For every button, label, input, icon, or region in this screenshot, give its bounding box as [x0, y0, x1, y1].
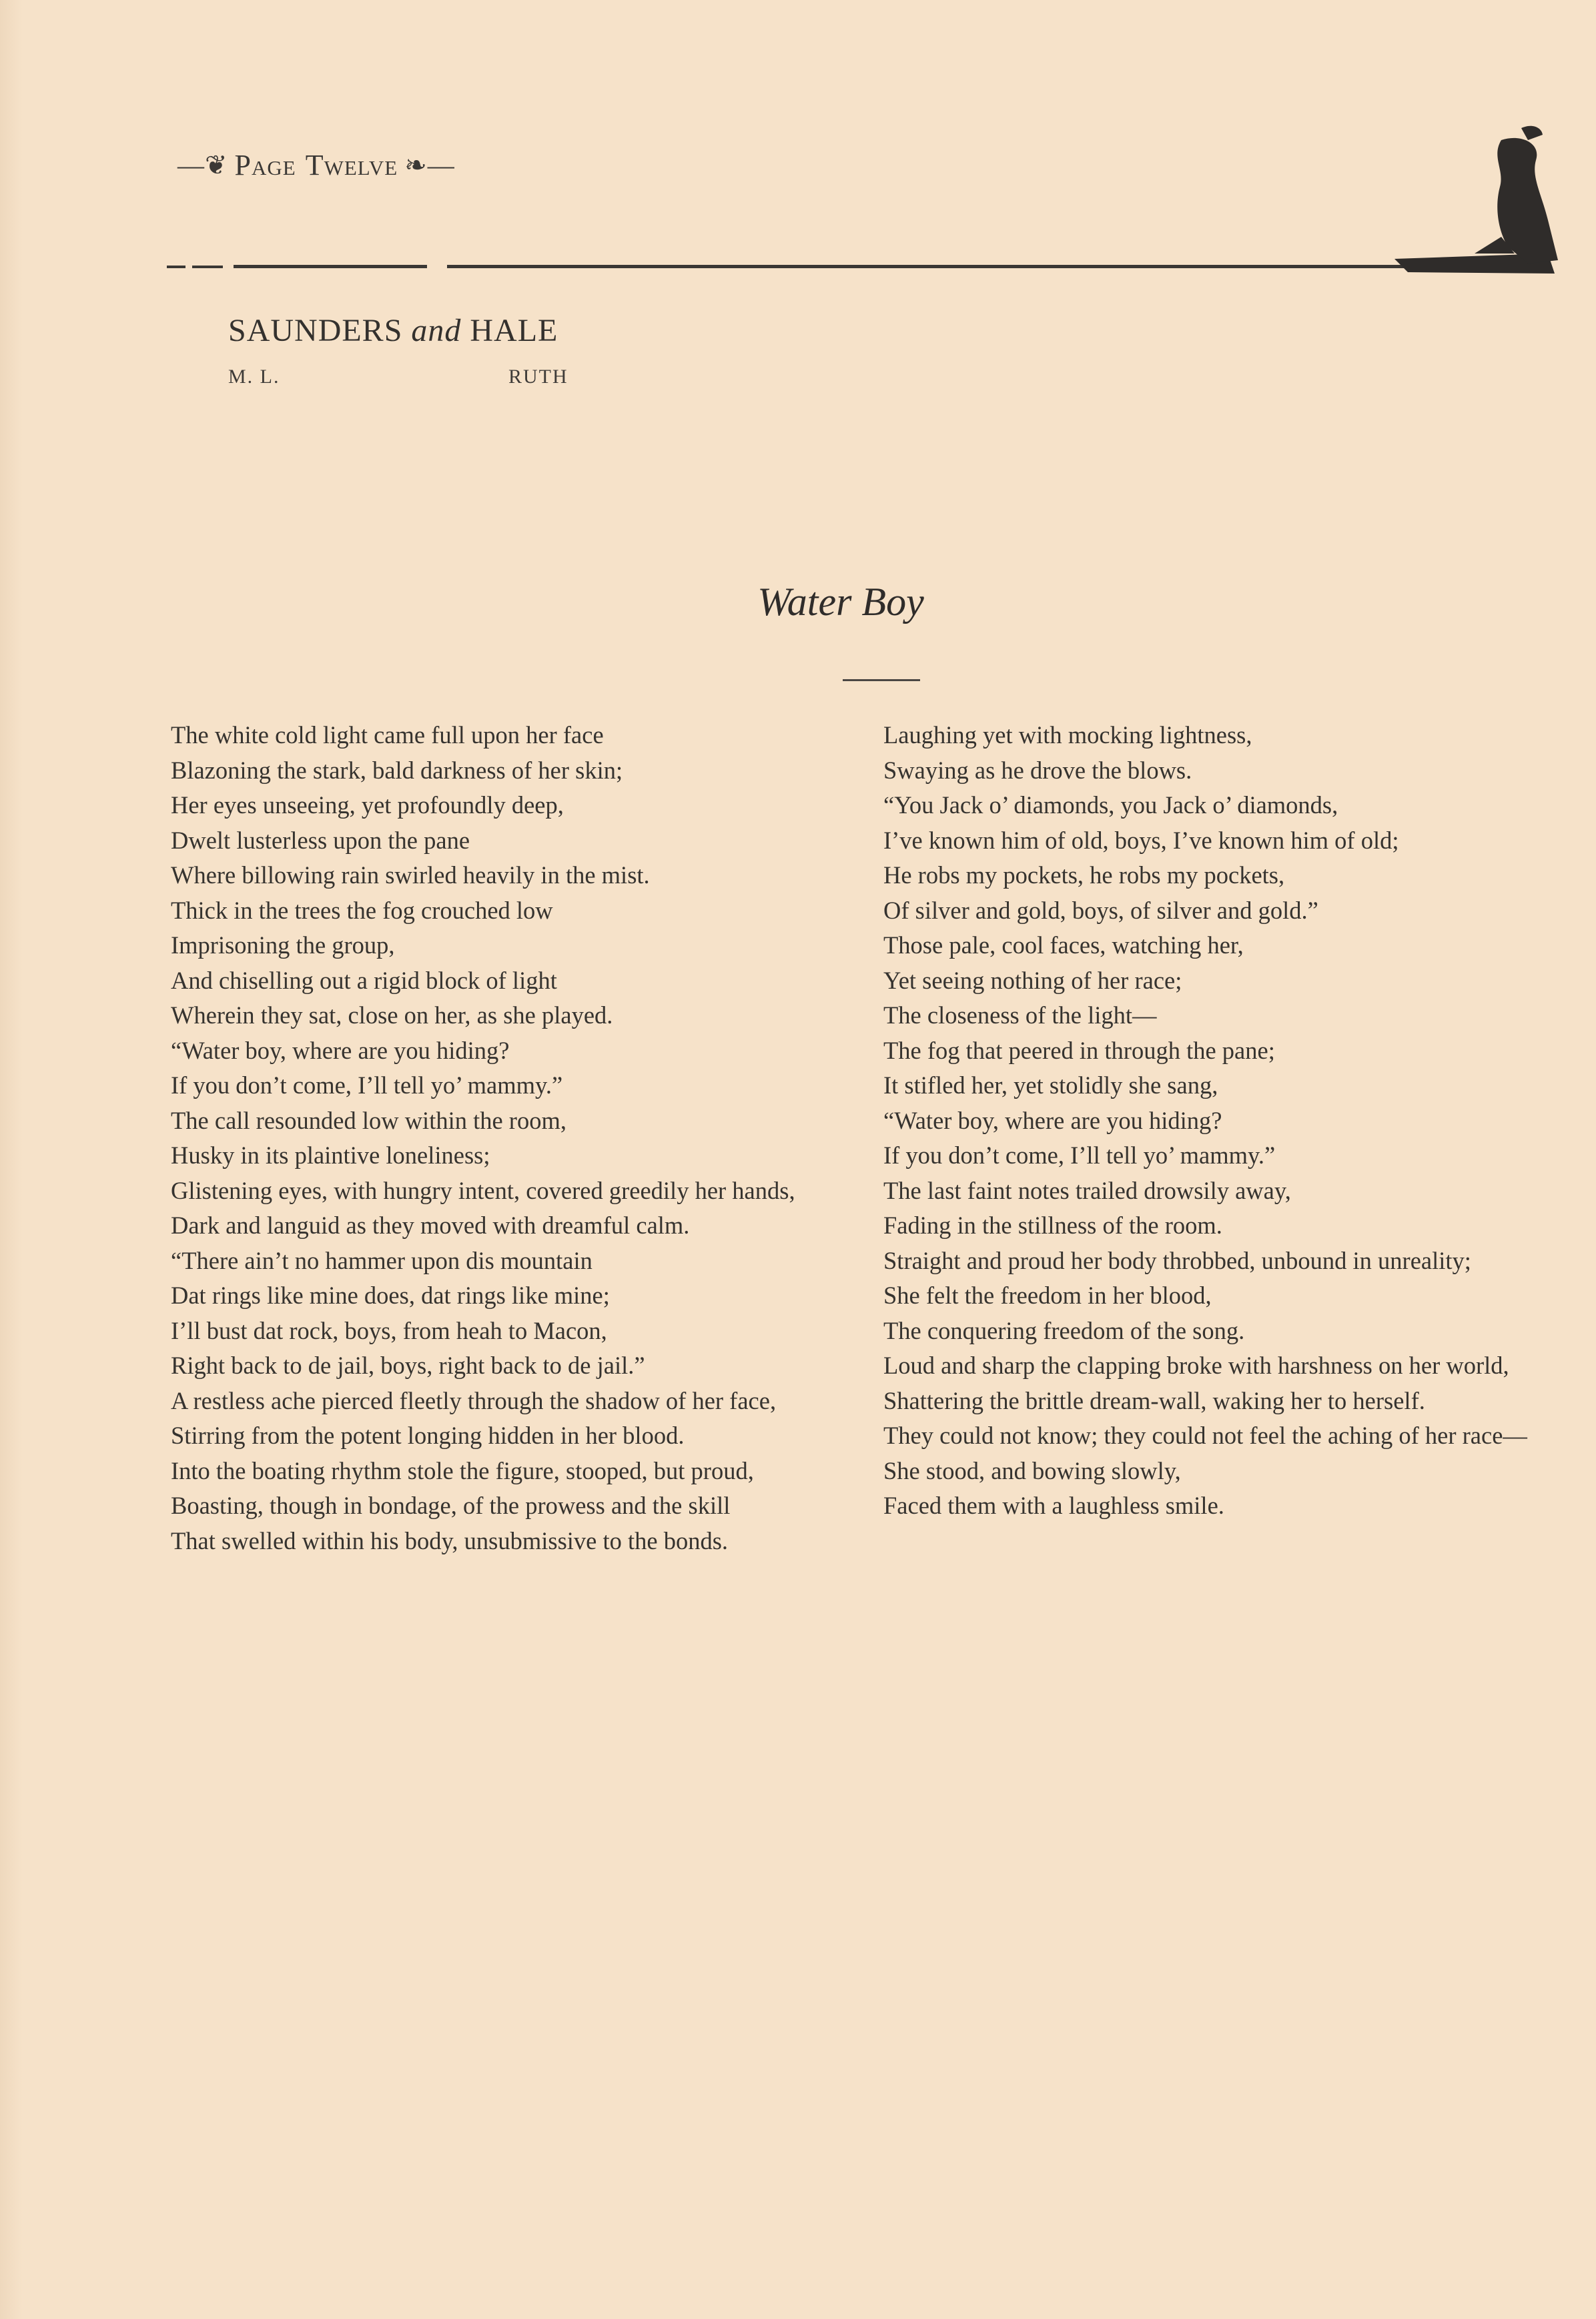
poem-line: She stood, and bowing slowly,	[883, 1456, 1181, 1484]
poem-title: Water Boy	[757, 580, 924, 624]
poem-line: Right back to de jail, boys, right back to de jail.”	[171, 1352, 645, 1379]
poem-line: A restless ache pierced fleetly through the shadow of her face,	[171, 1386, 777, 1414]
poem-line: The closeness of the light—	[883, 1001, 1157, 1029]
poem-line: “Water boy, where are you hiding?	[883, 1106, 1222, 1134]
poem-line: Of silver and gold, boys, of silver and gold.”	[883, 896, 1318, 924]
authors-line	[228, 312, 558, 349]
page-edge	[0, 0, 23, 2319]
poem-line: Loud and sharp the clapping broke with harshness on her world,	[883, 1352, 1509, 1379]
poem-line: That swelled within his body, unsubmissive to the bonds.	[171, 1526, 729, 1554]
poem-line: Husky in its plaintive loneliness;	[171, 1141, 490, 1169]
poem-line: Her eyes unseeing, yet profoundly deep,	[171, 791, 564, 819]
poem-line: The call resounded low within the room,	[171, 1106, 566, 1134]
poem-line: “You Jack o’ diamonds, you Jack o’ diamonds,	[883, 791, 1338, 819]
header-rule	[167, 265, 1415, 268]
poem-line: Boasting, though in bondage, of the prowess and the skill	[171, 1492, 731, 1519]
poem-line: The conquering freedom of the song.	[883, 1316, 1245, 1344]
poem-line: They could not know; they could not feel the aching of her race—	[883, 1422, 1527, 1449]
poem-line: “There ain’t no hammer upon dis mountain	[171, 1246, 592, 1274]
author-initials-1: M. L.	[228, 366, 280, 388]
poem-line: Dwelt lusterless upon the pane	[171, 826, 470, 854]
poem-line: It stifled her, yet stolidly she sang,	[883, 1071, 1218, 1099]
poem-line: He robs my pockets, he robs my pockets,	[883, 861, 1285, 889]
author-surname-1: SAUNDERS	[228, 313, 403, 348]
poem-line: I’ve known him of old, boys, I’ve known him of old;	[883, 826, 1399, 854]
poem-line: She felt the freedom in her blood,	[883, 1282, 1212, 1309]
poem-line: Blazoning the stark, bald darkness of her skin;	[171, 756, 623, 784]
poem-line: Swaying as he drove the blows.	[883, 756, 1192, 784]
poem-line: Dark and languid as they moved with dreamful calm.	[171, 1212, 690, 1239]
poem-line: Where billowing rain swirled heavily in the mist.	[171, 861, 650, 889]
poem-line: Fading in the stillness of the room.	[883, 1212, 1222, 1239]
poem-line: If you don’t come, I’ll tell yo’ mammy.”	[171, 1071, 563, 1099]
poem-line: Thick in the trees the fog crouched low	[171, 896, 553, 924]
poem-line: Shattering the brittle dream-wall, waking her to herself.	[883, 1386, 1425, 1414]
header-rule-with-figure	[167, 120, 1575, 280]
author-conjunction: and	[411, 313, 462, 348]
poem-line: Dat rings like mine does, dat rings like mine;	[171, 1282, 610, 1309]
poem-line: Those pale, cool faces, watching her,	[883, 931, 1244, 959]
author-surname-2: HALE	[470, 313, 558, 348]
page-label-first: Page	[234, 149, 296, 181]
title-rule	[843, 679, 920, 681]
poem-line: Stirring from the potent longing hidden in her blood.	[171, 1422, 685, 1449]
poem-line: “Water boy, where are you hiding?	[171, 1036, 510, 1064]
poem-line: Imprisoning the group,	[171, 931, 395, 959]
poem-line: Wherein they sat, close on her, as she played.	[171, 1001, 613, 1029]
seated-figure-icon	[1394, 126, 1558, 274]
poem-line: And chiselling out a rigid block of light	[171, 966, 557, 994]
poem-line: Yet seeing nothing of her race;	[883, 966, 1182, 994]
poem-line: Glistening eyes, with hungry intent, covered greedily her hands,	[171, 1176, 795, 1204]
poem-line: Straight and proud her body throbbed, unbound in unreality;	[883, 1246, 1471, 1274]
poem-line: The fog that peered in through the pane;	[883, 1036, 1275, 1064]
page-label-second: Twelve	[305, 149, 398, 181]
poem-column-left	[171, 718, 865, 1558]
poem-line: The last faint notes trailed drowsily away,	[883, 1176, 1291, 1204]
poem-line: If you don’t come, I’ll tell yo’ mammy.”	[883, 1141, 1276, 1169]
poem-line: Faced them with a laughless smile.	[883, 1492, 1224, 1519]
left-ornament: —❦	[177, 150, 228, 180]
poem-column-right	[883, 718, 1571, 1524]
poem-line: Into the boating rhythm stole the figure, stooped, but proud,	[171, 1456, 754, 1484]
author-initials-2: RUTH	[508, 366, 568, 388]
right-ornament: ❧—	[404, 150, 455, 180]
poem-line: The white cold light came full upon her face	[171, 721, 604, 749]
poem-line: Laughing yet with mocking lightness,	[883, 721, 1252, 749]
poem-line: I’ll bust dat rock, boys, from heah to Macon,	[171, 1316, 607, 1344]
